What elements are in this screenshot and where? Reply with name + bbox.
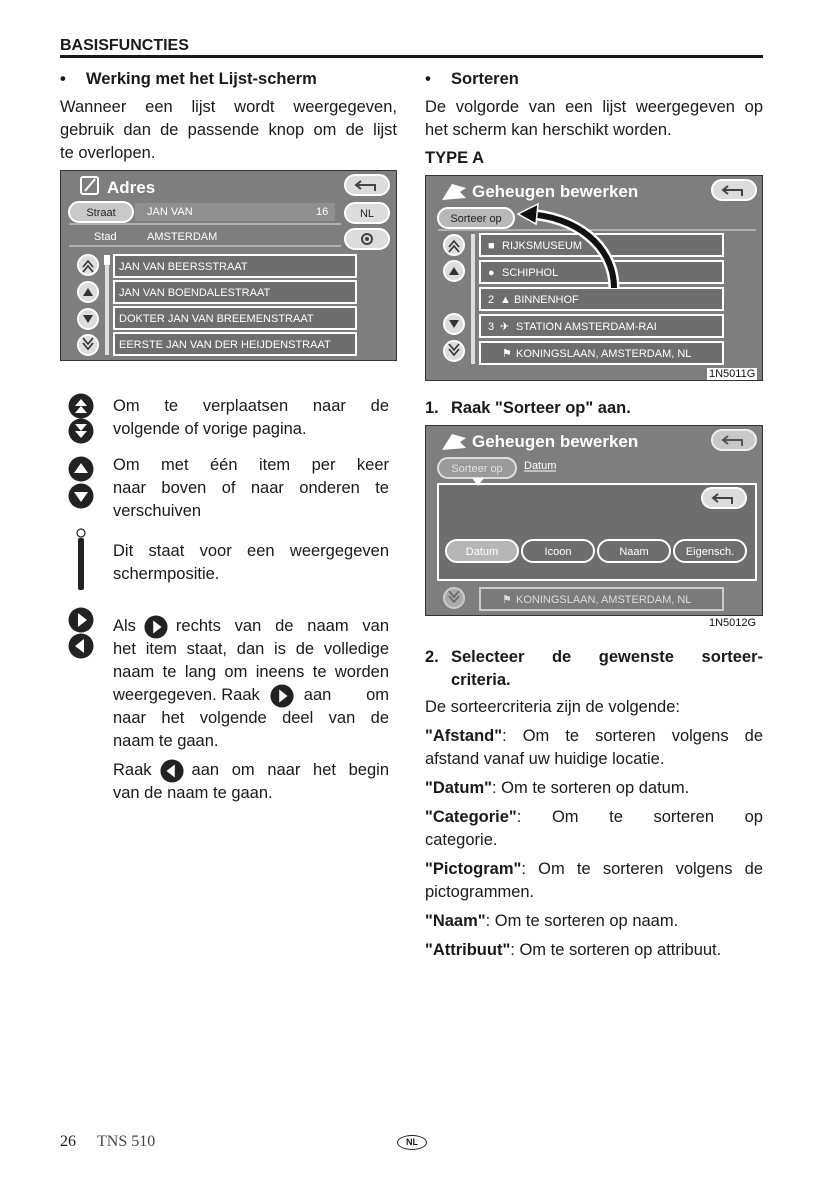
sort-option-datum[interactable] [446, 540, 518, 562]
back-button[interactable] [712, 180, 756, 200]
type-label: TYPE A [425, 149, 484, 167]
straat-value: JAN VAN [147, 206, 193, 218]
svg-text:■: ■ [488, 240, 495, 252]
line-up-icon [68, 456, 94, 482]
previous-part-inline-icon [160, 759, 184, 783]
criteria-list: "Afstand": Om te sorteren volgens de afstand vanaf uw huidige locatie. "Datum": Om te sorteren op datum. "Categorie": Om te sorteren op categorie. "Pictogram": Om te sorteren volgens de pictogrammen. "Naam": Om te sorteren op naam. "Attribuut": Om te sorteren op attribuut. [425, 727, 763, 959]
language-badge: NL [397, 1135, 427, 1150]
svg-text:RIJKSMUSEUM: RIJKSMUSEUM [502, 240, 583, 252]
line-down-icon [68, 483, 94, 509]
svg-text:2: 2 [488, 294, 495, 306]
sort-options-screen [425, 425, 763, 616]
datum-label: Datum [524, 460, 557, 472]
next-part-icon [68, 607, 94, 633]
svg-text:⚑: ⚑ [502, 594, 512, 606]
svg-text:Sorteer op: Sorteer op [450, 213, 502, 225]
page-down-button[interactable] [444, 341, 464, 361]
svg-text:BINNENHOF: BINNENHOF [514, 294, 579, 306]
svg-text:⚑: ⚑ [502, 348, 512, 360]
scroll-position-description: Dit staat voor een weergegeven schermpositie. [113, 542, 389, 583]
page-up-button[interactable] [78, 255, 98, 275]
sort-button[interactable] [438, 458, 516, 478]
nl-button[interactable] [345, 203, 389, 223]
previous-part-icon [68, 633, 94, 659]
sort-option-icoon[interactable] [522, 540, 594, 562]
step-1: 1. Raak "Sorteer op" aan. [425, 399, 631, 417]
criteria-intro: De sorteercriteria zijn de volgende: [425, 698, 680, 716]
list-item[interactable] [114, 281, 356, 303]
sort-button[interactable] [438, 208, 514, 228]
svg-text:Datum: Datum [465, 546, 499, 558]
screen-title: Geheugen bewerken [472, 182, 639, 201]
step-2: 2. Selecteer de gewenste sorteer- criteria. [425, 648, 763, 689]
svg-text:JAN VAN BOENDALESTRAAT: JAN VAN BOENDALESTRAAT [119, 287, 271, 299]
list-item[interactable] [480, 315, 723, 337]
line-down-button[interactable] [444, 314, 464, 334]
svg-text:Naam: Naam [619, 546, 649, 558]
scroll-indicator [471, 234, 475, 364]
straat-button[interactable] [69, 202, 133, 222]
result-count: 16 [316, 206, 329, 218]
svg-text:KONINGSLAAN, AMSTERDAM, NL: KONINGSLAAN, AMSTERDAM, NL [516, 348, 692, 360]
right-intro: De volgorde van een lijst weergegeven op het scherm kan herschikt worden. [425, 98, 763, 139]
scroll-indicator [105, 255, 109, 355]
list-item[interactable] [480, 588, 723, 610]
page-number: 26 [60, 1133, 76, 1150]
svg-text:Straat: Straat [86, 207, 116, 219]
figure-code: 1N5011G [709, 368, 756, 380]
page-down-button[interactable] [444, 588, 464, 608]
svg-text:▲: ▲ [500, 294, 511, 306]
page-up-icon [68, 393, 94, 419]
next-part-inline-icon [144, 615, 168, 639]
svg-text:DOKTER JAN VAN BREEMENSTRAAT: DOKTER JAN VAN BREEMENSTRAAT [119, 313, 314, 325]
list-item[interactable] [480, 288, 723, 310]
svg-text:Sorteer op: Sorteer op [451, 463, 503, 475]
right-heading: • Sorteren [425, 70, 519, 88]
svg-text:✈: ✈ [500, 321, 510, 333]
svg-text:JAN VAN BEERSSTRAAT: JAN VAN BEERSSTRAAT [119, 261, 248, 273]
svg-text:Icoon: Icoon [544, 546, 572, 558]
next-part-inline-icon [270, 684, 294, 708]
back-button[interactable] [345, 175, 389, 195]
line-up-button[interactable] [78, 282, 98, 302]
long-name-description: Als rechts van de naam van het item staat, dan is de volledige naam te lang om ineens te worden weergegeven. Raak aan om naar het volgende deel van de naam te gaan. Raak aan om naar het begin van de naam te gaan. [113, 615, 389, 805]
svg-text:Eigensch.: Eigensch. [685, 546, 735, 558]
list-item[interactable] [114, 255, 356, 277]
line-down-button[interactable] [78, 309, 98, 329]
page-down-button[interactable] [78, 335, 98, 355]
sort-option-eigensch[interactable] [674, 540, 746, 562]
svg-text:●: ● [488, 267, 495, 279]
left-intro: Wanneer een lijst wordt weergegeven, gebruik dan de passende knop om de lijst te overlopen. [60, 98, 397, 162]
sort-option-naam[interactable] [598, 540, 670, 562]
memory-edit-screen [425, 175, 763, 381]
svg-text:NL: NL [359, 208, 375, 220]
address-list-screen [60, 170, 397, 361]
model-name: TNS 510 [97, 1133, 156, 1150]
svg-text:KONINGSLAAN, AMSTERDAM, NL: KONINGSLAAN, AMSTERDAM, NL [516, 594, 692, 606]
stad-label: Stad [94, 231, 117, 243]
left-heading: • Werking met het Lijst-scherm [60, 70, 317, 88]
screen-title: Geheugen bewerken [472, 432, 639, 451]
svg-text:STATION AMSTERDAM-RAI: STATION AMSTERDAM-RAI [516, 321, 657, 333]
target-button[interactable] [345, 229, 389, 249]
section-header: BASISFUNCTIES [60, 37, 189, 54]
list-item[interactable] [114, 307, 356, 329]
svg-text:SCHIPHOL: SCHIPHOL [502, 267, 559, 279]
back-button[interactable] [712, 430, 756, 450]
page-scroll-description: Om te verplaatsen naar de volgende of vorige pagina. [113, 397, 389, 438]
list-item[interactable] [480, 342, 723, 364]
svg-text:EERSTE JAN VAN DER HEIJDENSTRA: EERSTE JAN VAN DER HEIJDENSTRAAT [119, 339, 331, 351]
line-scroll-description: Om met één item per keer naar boven of naar onderen te verschuiven [113, 456, 389, 520]
figure-code: 1N5012G [709, 617, 757, 629]
list-item[interactable] [480, 261, 723, 283]
header-rule [60, 55, 763, 58]
page-up-button[interactable] [444, 235, 464, 255]
line-up-button[interactable] [444, 261, 464, 281]
svg-text:3: 3 [488, 321, 495, 333]
page-down-icon [68, 418, 94, 444]
list-item[interactable] [114, 333, 356, 355]
screen-title: Adres [107, 178, 156, 197]
popup-back-button[interactable] [702, 488, 746, 508]
stad-value: AMSTERDAM [147, 231, 218, 243]
scroll-position-icon [76, 528, 86, 592]
